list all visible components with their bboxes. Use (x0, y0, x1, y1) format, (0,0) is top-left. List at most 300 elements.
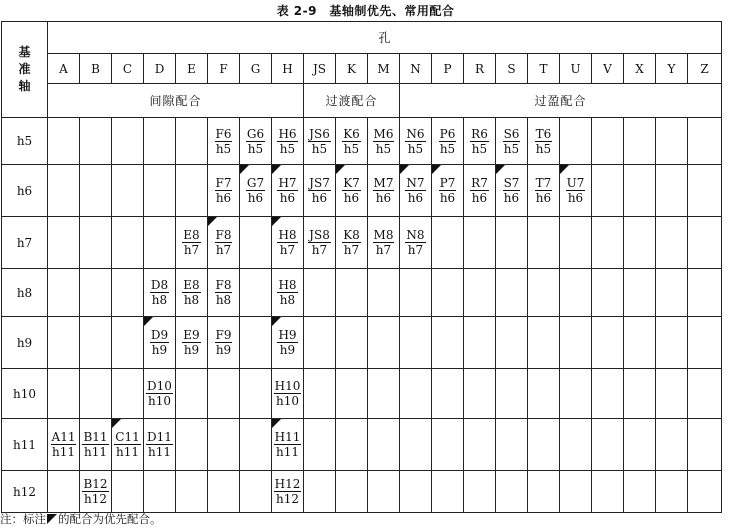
fit-cell (80, 165, 112, 217)
fit-fraction (470, 176, 489, 205)
fit-fraction (215, 328, 233, 357)
fit-cell (240, 165, 272, 217)
fit-fraction (150, 278, 169, 307)
fit-cell (176, 317, 208, 369)
fit-cell (336, 419, 368, 471)
fit-fraction (308, 127, 331, 156)
shaft-tolerance: h7 (407, 243, 424, 257)
fit-cell (464, 419, 496, 471)
hole-tolerance: R6 (471, 126, 488, 141)
fit-cell (48, 217, 80, 269)
fit-cell (400, 317, 432, 369)
fit-cell (144, 369, 176, 419)
fit-fraction (274, 379, 302, 408)
hole-tolerance: E9 (183, 328, 200, 342)
col-header-k: K (336, 54, 368, 84)
col-header-e: E (176, 54, 208, 84)
fit-cell (304, 419, 336, 471)
fit-cell (112, 369, 144, 419)
fit-cell (592, 369, 624, 419)
shaft-tolerance: h6 (567, 191, 584, 205)
fit-cell (656, 269, 688, 317)
fit-cell (432, 419, 464, 471)
fit-table (1, 21, 722, 513)
shaft-tolerance: h7 (183, 243, 200, 257)
fit-cell (656, 317, 688, 369)
col-header-h: H (272, 54, 304, 84)
fit-cell (592, 317, 624, 369)
hole-tolerance: T7 (535, 176, 552, 190)
shaft-tolerance: h5 (471, 141, 488, 156)
hole-tolerance: H9 (278, 328, 297, 342)
fit-cell (432, 269, 464, 317)
fit-cell (48, 118, 80, 165)
fit-cell (656, 165, 688, 217)
fit-fraction (342, 127, 361, 156)
col-header-r: R (464, 54, 496, 84)
fit-cell (688, 317, 722, 369)
hole-tolerance: A11 (51, 430, 76, 444)
fit-cell (432, 471, 464, 513)
col-header-d: D (144, 54, 176, 84)
shaft-tolerance: h11 (275, 445, 299, 459)
fit-cell (688, 369, 722, 419)
hole-tolerance: C11 (115, 430, 140, 444)
fit-cell (336, 118, 368, 165)
fit-fraction (405, 176, 425, 205)
fit-fraction (277, 127, 297, 156)
fit-cell (688, 165, 722, 217)
fit-fraction (215, 127, 233, 156)
fit-cell (240, 419, 272, 471)
hole-tolerance: K8 (343, 228, 360, 242)
fit-cell (688, 269, 722, 317)
fit-fraction (182, 328, 200, 357)
shaft-tolerance: h6 (439, 191, 456, 205)
fit-cell (336, 165, 368, 217)
fit-fraction (373, 228, 395, 257)
hole-tolerance: K6 (343, 126, 360, 141)
table-row (2, 369, 722, 419)
fit-cell (368, 165, 400, 217)
row-label-h9: h9 (2, 317, 48, 369)
hole-tolerance: P6 (439, 126, 456, 141)
fit-cell (144, 471, 176, 513)
fit-cell (304, 317, 336, 369)
fit-fraction (277, 176, 297, 205)
fit-cell (592, 118, 624, 165)
shaft-tolerance: h9 (215, 343, 232, 357)
fit-cell (496, 369, 528, 419)
fit-cell (240, 471, 272, 513)
hole-tolerance: D10 (147, 379, 172, 393)
shaft-tolerance: h11 (84, 445, 107, 459)
fit-cell (432, 317, 464, 369)
fit-cell (624, 471, 656, 513)
fit-cell (176, 269, 208, 317)
fit-cell (624, 118, 656, 165)
fit-cell (560, 269, 592, 317)
fit-fraction (274, 430, 302, 459)
fit-cell (624, 217, 656, 269)
fit-cell (144, 269, 176, 317)
fit-fraction (503, 176, 521, 205)
col-header-js: JS (304, 54, 336, 84)
shaft-tolerance: h9 (183, 343, 200, 357)
preferred-marker-icon (240, 165, 249, 174)
shaft-tolerance: h5 (279, 141, 296, 156)
preferred-marker-icon (432, 165, 441, 174)
fit-cell (368, 369, 400, 419)
fit-cell (272, 419, 304, 471)
fit-cell (528, 165, 560, 217)
shaft-tolerance: h6 (503, 191, 520, 205)
fit-cell (496, 118, 528, 165)
preferred-marker-icon (496, 165, 505, 174)
fit-fraction (535, 176, 553, 205)
fit-fraction (566, 176, 586, 205)
fit-cell (176, 217, 208, 269)
shaft-tolerance: h6 (215, 191, 232, 205)
row-label-h8: h8 (2, 269, 48, 317)
hole-tolerance: P7 (439, 176, 456, 190)
hole-tolerance: F8 (215, 228, 232, 242)
fit-cell (112, 118, 144, 165)
fit-cell (144, 419, 176, 471)
hole-tolerance: F8 (215, 278, 232, 292)
hole-tolerance: F6 (215, 126, 232, 141)
col-header-f: F (208, 54, 240, 84)
fit-fraction (246, 127, 265, 156)
hole-tolerance: S6 (503, 126, 520, 141)
group-transition-fit: 过渡配合 (304, 84, 400, 118)
shaft-tolerance: h5 (439, 141, 456, 156)
fit-cell (432, 165, 464, 217)
fit-cell (432, 369, 464, 419)
fit-cell (656, 217, 688, 269)
fit-fraction (405, 127, 425, 156)
preferred-marker-icon (208, 217, 217, 226)
fit-cell (144, 317, 176, 369)
col-header-y: Y (656, 54, 688, 84)
col-header-z: Z (688, 54, 722, 84)
table-title: 表 2-9 基轴制优先、常用配合 (276, 4, 455, 18)
fit-cell (368, 471, 400, 513)
shaft-tolerance: h8 (279, 293, 296, 307)
shaft-tolerance: h5 (407, 141, 424, 156)
fit-cell (592, 269, 624, 317)
hole-tolerance: B11 (83, 430, 108, 444)
shaft-tolerance: h9 (151, 343, 168, 357)
shaft-tolerance: h6 (375, 191, 392, 205)
fit-cell (80, 269, 112, 317)
fit-cell (528, 369, 560, 419)
fit-cell (496, 217, 528, 269)
hole-tolerance: B12 (83, 477, 108, 491)
hole-tolerance: S7 (503, 176, 520, 190)
footnote-prefix: 注：标注 (0, 512, 46, 526)
hole-tolerance: F9 (215, 328, 232, 342)
table-row (2, 269, 722, 317)
fit-cell (464, 217, 496, 269)
fit-cell (208, 369, 240, 419)
shaft-tolerance: h10 (275, 394, 299, 408)
fit-cell (464, 369, 496, 419)
hole-tolerance: H8 (278, 228, 297, 242)
fit-fraction (150, 328, 169, 357)
fit-cell (80, 471, 112, 513)
table-row (2, 217, 722, 269)
fit-cell (464, 471, 496, 513)
shaft-tolerance: h12 (84, 492, 107, 506)
hole-tolerance: M6 (373, 126, 394, 141)
hole-tolerance: H10 (274, 379, 301, 393)
col-header-p: P (432, 54, 464, 84)
shaft-tolerance: h6 (471, 191, 488, 205)
fit-fraction (274, 477, 302, 506)
shaft-tolerance: h6 (247, 191, 264, 205)
fit-cell (208, 269, 240, 317)
hole-tolerance: JS8 (309, 228, 330, 242)
fit-cell (80, 217, 112, 269)
shaft-tolerance: h7 (343, 243, 360, 257)
fit-cell (144, 165, 176, 217)
row-label-h5: h5 (2, 118, 48, 165)
fit-cell (560, 165, 592, 217)
fit-cell (176, 369, 208, 419)
col-header-g: G (240, 54, 272, 84)
fit-fraction (51, 430, 77, 459)
basic-shaft-header (2, 22, 48, 118)
shaft-tolerance: h8 (151, 293, 168, 307)
fit-fraction (308, 228, 331, 257)
preferred-marker-icon (272, 165, 281, 174)
fit-cell (496, 471, 528, 513)
fit-cell (48, 165, 80, 217)
fit-cell (240, 217, 272, 269)
fit-cell (176, 419, 208, 471)
fit-cell (624, 369, 656, 419)
fit-cell (368, 269, 400, 317)
shaft-tolerance: h5 (343, 141, 360, 156)
fit-cell (176, 118, 208, 165)
fit-cell (272, 217, 304, 269)
table-row (2, 317, 722, 369)
fit-cell (592, 165, 624, 217)
fit-fraction (82, 477, 108, 506)
fit-cell (144, 217, 176, 269)
fit-cell (496, 165, 528, 217)
shaft-tolerance: h7 (375, 243, 392, 257)
preferred-marker-icon (272, 317, 281, 326)
hole-tolerance: H12 (274, 477, 301, 491)
fit-cell (48, 269, 80, 317)
fit-fraction (215, 228, 233, 257)
fit-cell (464, 317, 496, 369)
fit-cell (496, 317, 528, 369)
fit-fraction (373, 127, 395, 156)
shaft-tolerance: h5 (375, 141, 392, 156)
fit-cell (464, 118, 496, 165)
fit-fraction (114, 430, 140, 459)
hole-tolerance: N6 (406, 126, 425, 141)
fit-fraction (308, 176, 331, 205)
shaft-tolerance: h5 (503, 141, 520, 156)
shaft-tolerance: h12 (275, 492, 299, 506)
footnote (0, 511, 162, 527)
row-label-h12: h12 (2, 471, 48, 513)
fit-cell (304, 217, 336, 269)
fit-cell (112, 269, 144, 317)
footnote-suffix: 的配合为优先配合。 (58, 512, 162, 526)
fit-cell (528, 419, 560, 471)
fit-cell (304, 118, 336, 165)
fit-cell (368, 217, 400, 269)
preferred-marker-icon (400, 165, 409, 174)
fit-cell (432, 217, 464, 269)
shaft-tolerance: h6 (535, 191, 552, 205)
fit-cell (560, 369, 592, 419)
fit-fraction (182, 228, 200, 257)
row-label-h10: h10 (2, 369, 48, 419)
hole-tolerance: D9 (150, 328, 169, 342)
fit-cell (528, 217, 560, 269)
fit-fraction (439, 127, 457, 156)
col-header-v: V (592, 54, 624, 84)
fit-fraction (215, 176, 233, 205)
table-row (2, 419, 722, 471)
fit-cell (208, 217, 240, 269)
fit-cell (112, 471, 144, 513)
col-header-s: S (496, 54, 528, 84)
fit-cell (528, 317, 560, 369)
hole-tolerance: JS7 (309, 176, 330, 190)
fit-fraction (503, 127, 521, 156)
fit-cell (48, 369, 80, 419)
group-interference-fit: 过盈配合 (400, 84, 722, 118)
fit-cell (176, 165, 208, 217)
fit-cell (656, 369, 688, 419)
fit-cell (592, 419, 624, 471)
fit-cell (112, 217, 144, 269)
fit-cell (336, 369, 368, 419)
hole-tolerance: D11 (147, 430, 172, 444)
hole-tolerance: N7 (406, 176, 425, 190)
col-header-n: N (400, 54, 432, 84)
group-clearance-fit: 间隙配合 (48, 84, 304, 118)
shaft-tolerance: h5 (535, 141, 552, 156)
shaft-tolerance: h5 (215, 141, 232, 156)
col-header-b: B (80, 54, 112, 84)
row-label-h11: h11 (2, 419, 48, 471)
fit-cell (144, 118, 176, 165)
fit-fraction (82, 430, 108, 459)
fit-cell (272, 165, 304, 217)
hole-tolerance: T6 (535, 126, 552, 141)
fit-cell (48, 471, 80, 513)
fit-cell (528, 118, 560, 165)
fit-fraction (535, 127, 553, 156)
fit-fraction (146, 430, 173, 459)
hole-tolerance: JS6 (309, 126, 330, 141)
fit-cell (432, 118, 464, 165)
fit-cell (272, 269, 304, 317)
fit-cell (112, 317, 144, 369)
fit-cell (240, 317, 272, 369)
hole-tolerance: F7 (215, 176, 232, 190)
fit-fraction (182, 278, 200, 307)
shaft-tolerance: h11 (115, 445, 139, 459)
fit-cell (80, 369, 112, 419)
col-header-u: U (560, 54, 592, 84)
fit-cell (688, 217, 722, 269)
fit-cell (496, 269, 528, 317)
fit-cell (464, 269, 496, 317)
fit-cell (272, 369, 304, 419)
hole-tolerance: E8 (183, 278, 200, 292)
fit-cell (336, 217, 368, 269)
table-row (2, 471, 722, 513)
fit-fraction (277, 278, 297, 307)
fit-cell (240, 369, 272, 419)
shaft-tolerance: h11 (52, 445, 75, 459)
fit-cell (208, 471, 240, 513)
fit-cell (368, 317, 400, 369)
preferred-marker-icon (560, 165, 569, 174)
col-header-t: T (528, 54, 560, 84)
fit-cell (80, 419, 112, 471)
fit-cell (624, 317, 656, 369)
hole-tolerance: K7 (343, 176, 360, 190)
fit-cell (400, 369, 432, 419)
row-label-h7: h7 (2, 217, 48, 269)
hole-tolerance: D8 (150, 278, 169, 292)
fit-cell (560, 118, 592, 165)
shaft-tolerance: h6 (343, 191, 360, 205)
fit-cell (688, 118, 722, 165)
fit-cell (48, 419, 80, 471)
shaft-tolerance: h8 (183, 293, 200, 307)
shaft-tolerance: h7 (311, 243, 328, 257)
shaft-tolerance: h9 (279, 343, 296, 357)
table-row (2, 165, 722, 217)
fit-cell (560, 217, 592, 269)
hole-tolerance: U7 (566, 176, 585, 190)
fit-cell (112, 165, 144, 217)
preferred-marker-icon (272, 419, 281, 428)
fit-cell (496, 419, 528, 471)
fit-cell (48, 317, 80, 369)
col-header-a: A (48, 54, 80, 84)
fit-cell (304, 471, 336, 513)
table-row (2, 118, 722, 165)
fit-cell (528, 471, 560, 513)
fit-cell (688, 471, 722, 513)
shaft-tolerance: h6 (407, 191, 424, 205)
shaft-tolerance: h6 (311, 191, 328, 205)
fit-cell (400, 118, 432, 165)
fit-cell (656, 471, 688, 513)
fit-cell (80, 118, 112, 165)
fit-fraction (470, 127, 489, 156)
fit-cell (208, 317, 240, 369)
hole-tolerance: H8 (278, 278, 297, 292)
col-header-c: C (112, 54, 144, 84)
fit-cell (336, 317, 368, 369)
fit-cell (592, 471, 624, 513)
basic-shaft-label: 基准轴 (18, 45, 31, 93)
fit-fraction (373, 176, 395, 205)
